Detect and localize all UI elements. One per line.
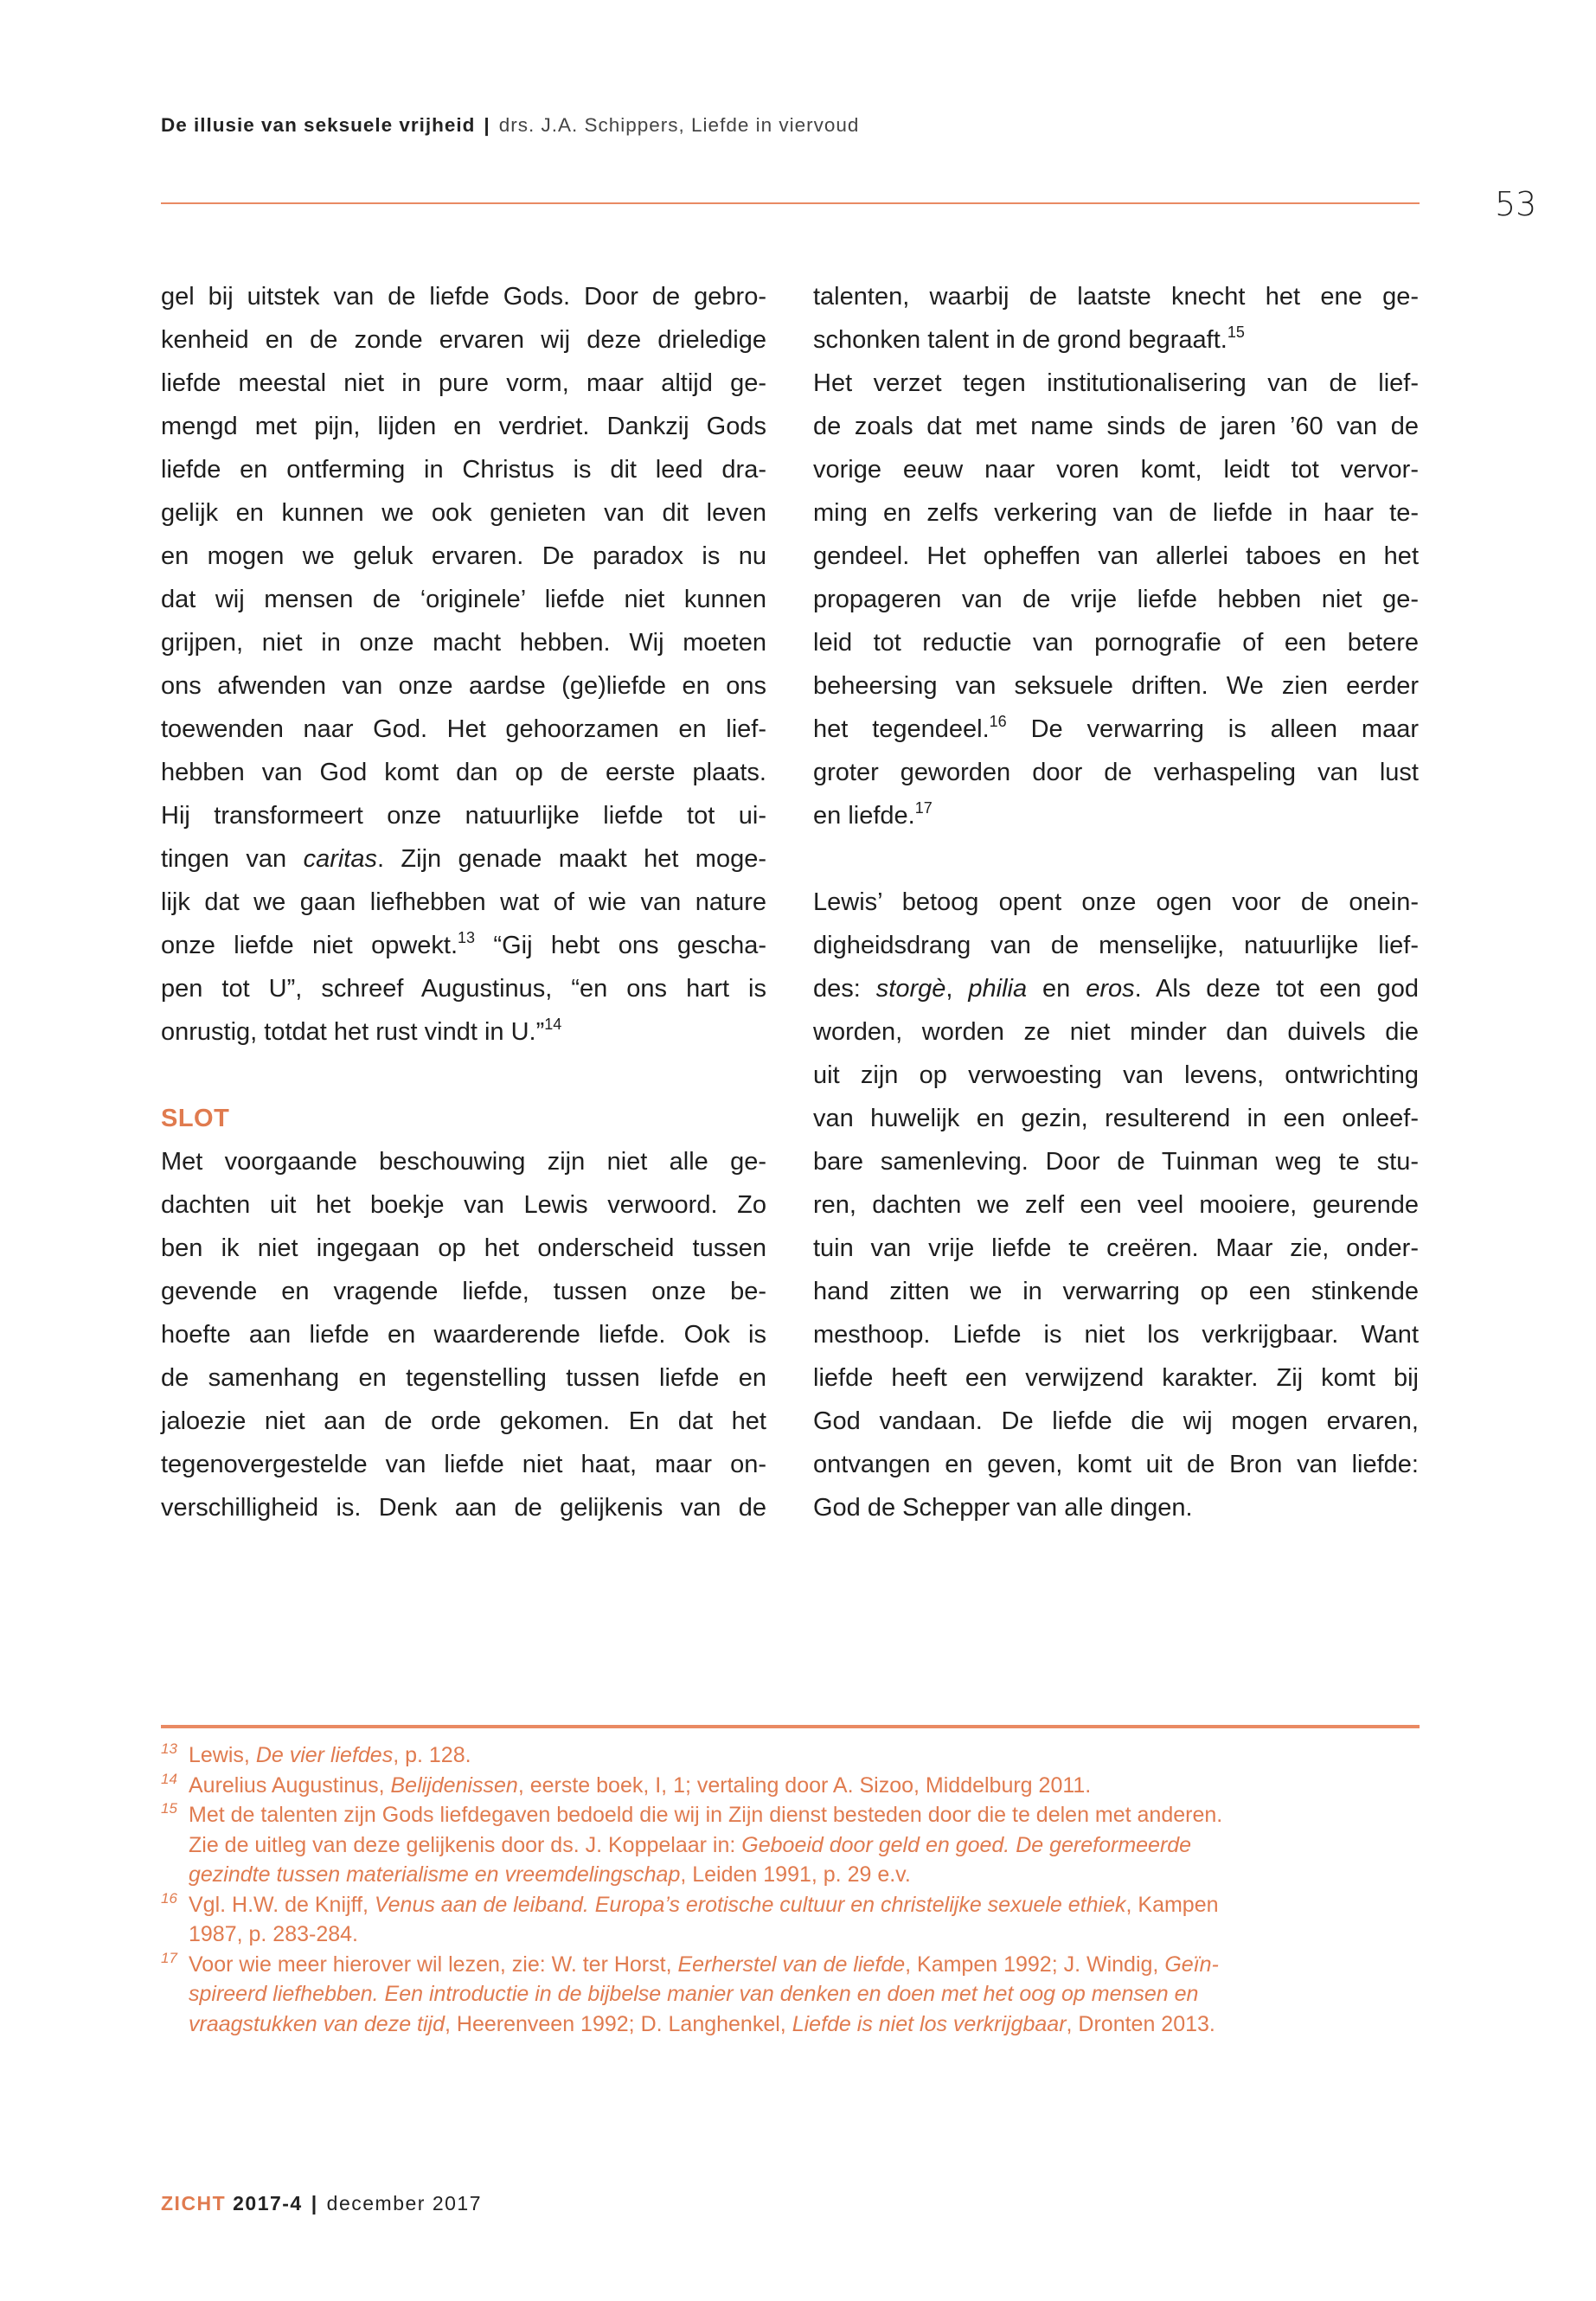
footnote-16: 16 Vgl. H.W. de Knijff, Venus aan de leiband. Europa’s erotische cultuur en christelijke sexuele ethiek, Kampen 1987, p. 283-284. (161, 1890, 1424, 1950)
page-footer (161, 2192, 482, 2215)
issue-number: 2017-4 (233, 2192, 303, 2214)
right-paragraph-1 (813, 275, 1419, 362)
text-line: des: storgè, philia en eros. Als deze tot een god (813, 975, 1419, 1003)
text-line: tegenovergestelde van liefde niet haat, maar on- (161, 1451, 766, 1478)
issue-date: december 2017 (326, 2192, 483, 2214)
footnotes-rule (161, 1725, 1420, 1728)
text-line: ben ik niet ingegaan op het onderscheid tussen (161, 1234, 766, 1262)
text-line: liefde en ontferming in Christus is dit leed dra- (161, 456, 766, 484)
text-line: vorige eeuw naar voren komt, leidt tot vervor- (813, 456, 1419, 484)
right-paragraph-3 (813, 881, 1419, 1529)
text-line: onze liefde niet opwekt.$^{13}$ “Gij hebt ons gescha- (161, 929, 766, 959)
text-line: en mogen we geluk ervaren. De paradox is nu (161, 542, 766, 570)
text-line: ontvangen en geven, komt uit de Bron van liefde: (813, 1451, 1419, 1478)
text-line: Het verzet tegen institutionalisering van de lief- (813, 369, 1419, 397)
left-column (161, 275, 766, 1529)
text-line: God de Schepper van alle dingen. (813, 1494, 1193, 1522)
text-line: tingen van caritas. Zijn genade maakt het moge- (161, 845, 766, 873)
text-line: Lewis’ betoog opent onze ogen voor de onein- (813, 888, 1419, 916)
text-line: propageren van de vrije liefde hebben niet ge- (813, 586, 1419, 613)
text-line: ming en zelfs verkering van de liefde in haar te- (813, 499, 1419, 527)
text-line: dachten uit het boekje van Lewis verwoord. Zo (161, 1191, 766, 1219)
text-line: gevende en vragende liefde, tussen onze be- (161, 1278, 766, 1305)
text-line: lijk dat we gaan liefhebben wat of wie van nature (161, 888, 766, 916)
left-paragraph-2 (161, 1140, 766, 1529)
footnote-ref-16[interactable]: 16 (989, 713, 1007, 730)
text-line: en liefde.$^{17}$ (813, 799, 933, 830)
text-line: dat wij mensen de ‘originele’ liefde niet kunnen (161, 586, 766, 613)
magazine-name: ZICHT (161, 2192, 227, 2214)
text-line: tuin van vrije liefde te creëren. Maar zie, onder- (813, 1234, 1419, 1262)
text-line: gel bij uitstek van de liefde Gods. Door de gebro- (161, 283, 766, 311)
text-line: toewenden naar God. Het gehoorzamen en lief- (161, 715, 766, 743)
text-line: de samenhang en tegenstelling tussen liefde en (161, 1364, 766, 1392)
text-line: mesthoop. Liefde is niet los verkrijgbaar. Want (813, 1321, 1419, 1349)
italic-term: storgè (875, 975, 946, 1003)
text-line: uit zijn op verwoesting van levens, ontwrichting (813, 1061, 1419, 1089)
footnote-number: 15 (161, 1800, 177, 1817)
text-line: hoefte aan liefde en waarderende liefde. Ook is (161, 1321, 766, 1349)
text-line: kenheid en de zonde ervaren wij deze drieledige (161, 326, 766, 354)
footnotes (161, 1740, 1424, 2039)
text-line: gelijk en kunnen we ook genieten van dit leven (161, 499, 766, 527)
article-title: De illusie van seksuele vrijheid (161, 114, 476, 136)
text-line: Hij transformeert onze natuurlijke liefde tot ui- (161, 802, 766, 830)
text-line: jaloezie niet aan de orde gekomen. En dat het (161, 1407, 766, 1435)
text-line: God vandaan. De liefde die wij mogen ervaren, (813, 1407, 1419, 1435)
text-line: groter geworden door de verhaspeling van lust (813, 759, 1419, 786)
footnote-number: 17 (161, 1949, 177, 1966)
text-line: ren, dachten we zelf een veel mooiere, geurende (813, 1191, 1419, 1219)
running-header (161, 114, 859, 137)
text-line: hebben van God komt dan op de eerste plaats. (161, 759, 766, 786)
text-line: hand zitten we in verwarring op een stinkende (813, 1278, 1419, 1305)
text-line: worden, worden ze niet minder dan duivels die (813, 1018, 1419, 1046)
text-line: beheersing van seksuele driften. We zien eerder (813, 672, 1419, 700)
text-line: talenten, waarbij de laatste knecht het ene ge- (813, 283, 1419, 311)
text-line: schonken talent in de grond begraaft.$^{15}$ (813, 324, 1245, 354)
text-line: de zoals dat met name sinds de jaren ’60 van de (813, 413, 1419, 440)
text-line: bare samenleving. Door de Tuinman weg te stu- (813, 1148, 1419, 1176)
author-source: drs. J.A. Schippers, Liefde in viervoud (498, 114, 860, 136)
right-paragraph-2 (813, 362, 1419, 837)
footnote-14: 14 Aurelius Augustinus, Belijdenissen, eerste boek, I, 1; vertaling door A. Sizoo, Middelburg 2011. (161, 1771, 1424, 1801)
footnote-ref-17[interactable]: 17 (914, 799, 933, 817)
footnote-13: 13 Lewis, De vier liefdes, p. 128. (161, 1740, 1424, 1771)
text-line: gendeel. Het opheffen van allerlei taboes en het (813, 542, 1419, 570)
page-number: 53 (1495, 185, 1537, 223)
text-line: ons afwenden van onze aardse (ge)liefde en ons (161, 672, 766, 700)
right-column (813, 275, 1419, 1529)
text-line: digheidsdrang van de menselijke, natuurlijke lief- (813, 932, 1419, 959)
footnote-number: 13 (161, 1740, 177, 1757)
header-separator: | (484, 114, 490, 136)
text-line: liefde heeft een verwijzend karakter. Zij komt bij (813, 1364, 1419, 1392)
footnote-ref-14[interactable]: 14 (544, 1016, 562, 1033)
section-heading-slot: SLOT (161, 1105, 230, 1132)
left-paragraph-1 (161, 275, 766, 1054)
header-rule (161, 202, 1420, 204)
text-line: leid tot reductie van pornografie of een betere (813, 629, 1419, 657)
text-line: mengd met pijn, lijden en verdriet. Dankzij Gods (161, 413, 766, 440)
italic-term: eros (1086, 975, 1135, 1003)
footnote-15: 15 Met de talenten zijn Gods liefdegaven bedoeld die wij in Zijn dienst besteden door die te delen met anderen. Zie de uitleg van deze gelijkenis door ds. J. Koppelaar in: Geboeid door geld en goed. De gereformeerde gezindte tussen materialisme en vreemdelingschap, Leiden 1991, p. 29 e.v. (161, 1800, 1424, 1890)
text-line: grijpen, niet in onze macht hebben. Wij moeten (161, 629, 766, 657)
footnote-ref-13[interactable]: 13 (458, 929, 476, 946)
text-line: van huwelijk en gezin, resulterend in een onleef- (813, 1105, 1419, 1132)
text-line: onrustig, totdat het rust vindt in U.”$^{14}$ (161, 1016, 562, 1046)
italic-term: caritas (303, 845, 377, 873)
footnote-ref-15[interactable]: 15 (1227, 324, 1245, 341)
footer-separator: | (311, 2192, 318, 2214)
footnote-number: 16 (161, 1889, 177, 1907)
footnote-17: 17 Voor wie meer hierover wil lezen, zie: W. ter Horst, Eerherstel van de liefde, Kampen 1992; J. Windig, Geïn- spireerd liefhebben. Een introductie in de bijbelse manier van denken en doen met het oog op mensen en vraagstukken van deze tijd, Heerenveen 1992; D. Langhenkel, Liefde is niet los verkrijgbaar, Dronten 2013. (161, 1950, 1424, 2040)
text-line: pen tot U”, schreef Augustinus, “en ons hart is (161, 975, 766, 1003)
text-line: liefde meestal niet in pure vorm, maar altijd ge- (161, 369, 766, 397)
text-line: verschilligheid is. Denk aan de gelijkenis van de (161, 1494, 766, 1522)
text-line: het tegendeel.$^{16}$ De verwarring is alleen maar (813, 713, 1419, 743)
footnote-number: 14 (161, 1770, 177, 1787)
italic-term: philia (968, 975, 1028, 1003)
text-line: Met voorgaande beschouwing zijn niet alle ge- (161, 1148, 766, 1176)
